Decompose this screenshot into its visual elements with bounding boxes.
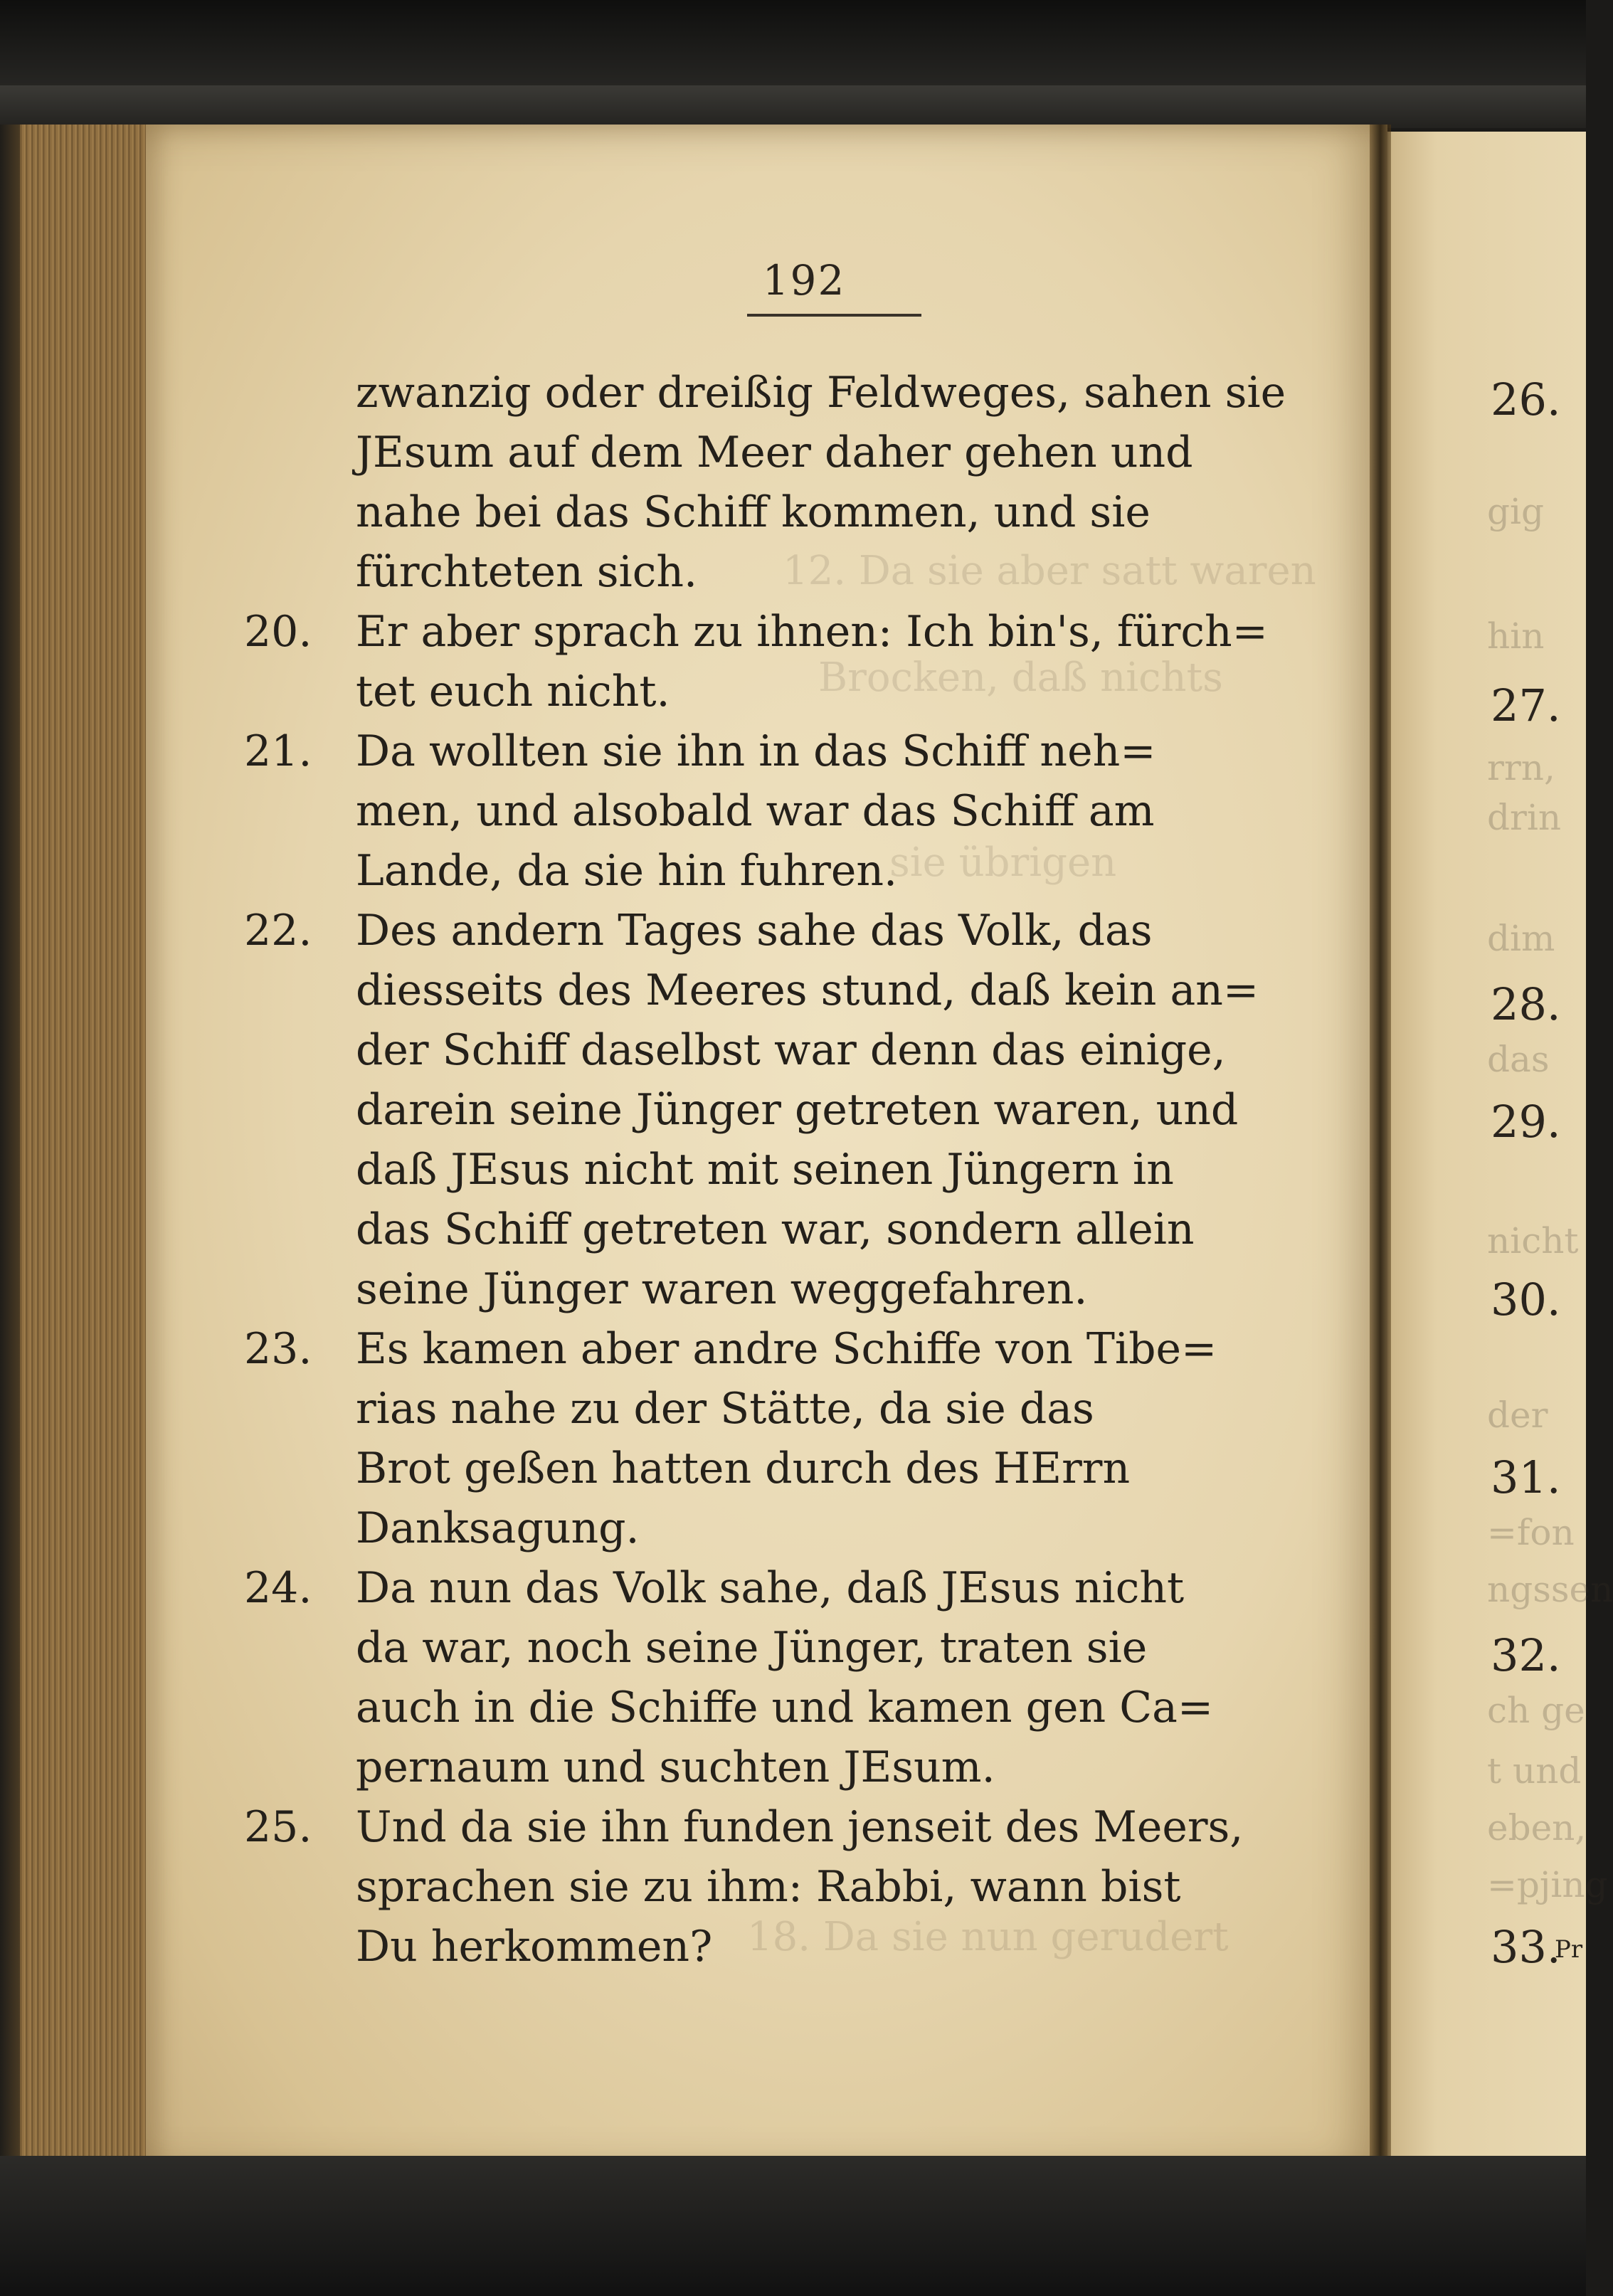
verse-line: JEsum auf dem Meer daher gehen und xyxy=(356,428,1193,477)
verse-line: auch in die Schiffe und kamen gen Ca= xyxy=(356,1683,1214,1732)
verse-line: daß JEsus nicht mit seinen Jüngern in xyxy=(356,1145,1174,1195)
verse-line: Des andern Tages sahe das Volk, das xyxy=(356,906,1153,956)
verse-number: 20. xyxy=(244,607,312,657)
background-top xyxy=(0,0,1586,100)
right-verse-number: 32. xyxy=(1491,1629,1561,1681)
bleed-through-text: 12. Da sie aber satt waren xyxy=(783,548,1316,594)
right-fragment: =pjing xyxy=(1487,1864,1608,1905)
right-fragment: gig xyxy=(1487,491,1545,532)
verse-line: Er aber sprach zu ihnen: Ich bin's, fürch= xyxy=(356,607,1268,657)
right-verse-number: 33. xyxy=(1491,1921,1561,1973)
verse-line: Da nun das Volk sahe, daß JEsus nicht xyxy=(356,1563,1185,1613)
verse-line: Du herkommen? xyxy=(356,1922,713,1972)
cover-board-edge xyxy=(0,125,20,2181)
right-fragment: der xyxy=(1487,1395,1548,1436)
verse-number: 25. xyxy=(244,1802,312,1852)
verse-number: 22. xyxy=(244,906,312,956)
verse-line: Da wollten sie ihn in das Schiff neh= xyxy=(356,726,1156,776)
header-rule xyxy=(747,314,921,317)
right-verse-number: 30. xyxy=(1491,1274,1561,1326)
verse-line: seine Jünger waren weggefahren. xyxy=(356,1264,1088,1314)
verse-line: der Schiff daselbst war denn das einige, xyxy=(356,1025,1226,1075)
verse-line: fürchteten sich. xyxy=(356,547,698,597)
right-page xyxy=(1387,132,1613,2167)
verse-line: Lande, da sie hin fuhren. xyxy=(356,846,898,896)
book-spine-band xyxy=(0,85,1586,128)
bleed-through-text: 18. Da sie nun gerudert xyxy=(747,1914,1229,1960)
verse-line: men, und alsobald war das Schiff am xyxy=(356,786,1155,836)
verse-line: rias nahe zu der Stätte, da sie das xyxy=(356,1384,1094,1434)
right-fragment: ch ge xyxy=(1487,1690,1585,1731)
verse-line: darein seine Jünger getreten waren, und xyxy=(356,1085,1239,1135)
right-fragment: das xyxy=(1487,1039,1550,1080)
verse-line: tet euch nicht. xyxy=(356,667,670,716)
page-block-edges xyxy=(0,125,157,2181)
right-fragment: hin xyxy=(1487,615,1545,657)
right-fragment: ngssen xyxy=(1487,1569,1613,1610)
bleed-through-text: sie übrigen xyxy=(889,840,1117,886)
verse-line: pernaum und suchten JEsum. xyxy=(356,1742,995,1792)
right-fragment: =fon xyxy=(1487,1512,1575,1553)
right-fragment: dim xyxy=(1487,918,1555,959)
right-fragment: drin xyxy=(1487,797,1562,838)
right-fragment: rrn, xyxy=(1487,747,1555,788)
verse-line: da war, noch seine Jünger, traten sie xyxy=(356,1623,1148,1673)
page-number: 192 xyxy=(762,256,846,305)
verse-line: Und da sie ihn funden jenseit des Meers, xyxy=(356,1802,1244,1852)
right-verse-number: 28. xyxy=(1491,978,1561,1030)
verse-line: das Schiff getreten war, sondern allein xyxy=(356,1205,1195,1254)
right-verse-number: 29. xyxy=(1491,1096,1561,1148)
right-fragment: eben, xyxy=(1487,1807,1587,1848)
verse-number: 21. xyxy=(244,726,312,776)
right-footer-fragment: Pr xyxy=(1555,1935,1583,1964)
right-verse-number: 26. xyxy=(1491,374,1561,425)
verse-line: sprachen sie zu ihm: Rabbi, wann bist xyxy=(356,1862,1181,1912)
verse-line: diesseits des Meeres stund, daß kein an= xyxy=(356,966,1259,1015)
right-fragment: t und xyxy=(1487,1750,1582,1792)
verse-number: 23. xyxy=(244,1324,312,1374)
verse-line: Brot geßen hatten durch des HErrn xyxy=(356,1444,1131,1493)
verse-line: nahe bei das Schiff kommen, und sie xyxy=(356,487,1151,537)
right-fragment: nicht xyxy=(1487,1220,1579,1261)
bleed-through-text: Brocken, daß nichts xyxy=(818,655,1223,701)
verse-line: Es kamen aber andre Schiffe von Tibe= xyxy=(356,1324,1217,1374)
verse-line: Danksagung. xyxy=(356,1503,640,1553)
right-verse-number: 27. xyxy=(1491,679,1561,731)
background-bottom xyxy=(0,2156,1586,2296)
verse-line: zwanzig oder dreißig Feldweges, sahen sie xyxy=(356,368,1286,418)
book-gutter xyxy=(1370,125,1391,2174)
right-verse-number: 31. xyxy=(1491,1451,1561,1503)
verse-number: 24. xyxy=(244,1563,312,1613)
